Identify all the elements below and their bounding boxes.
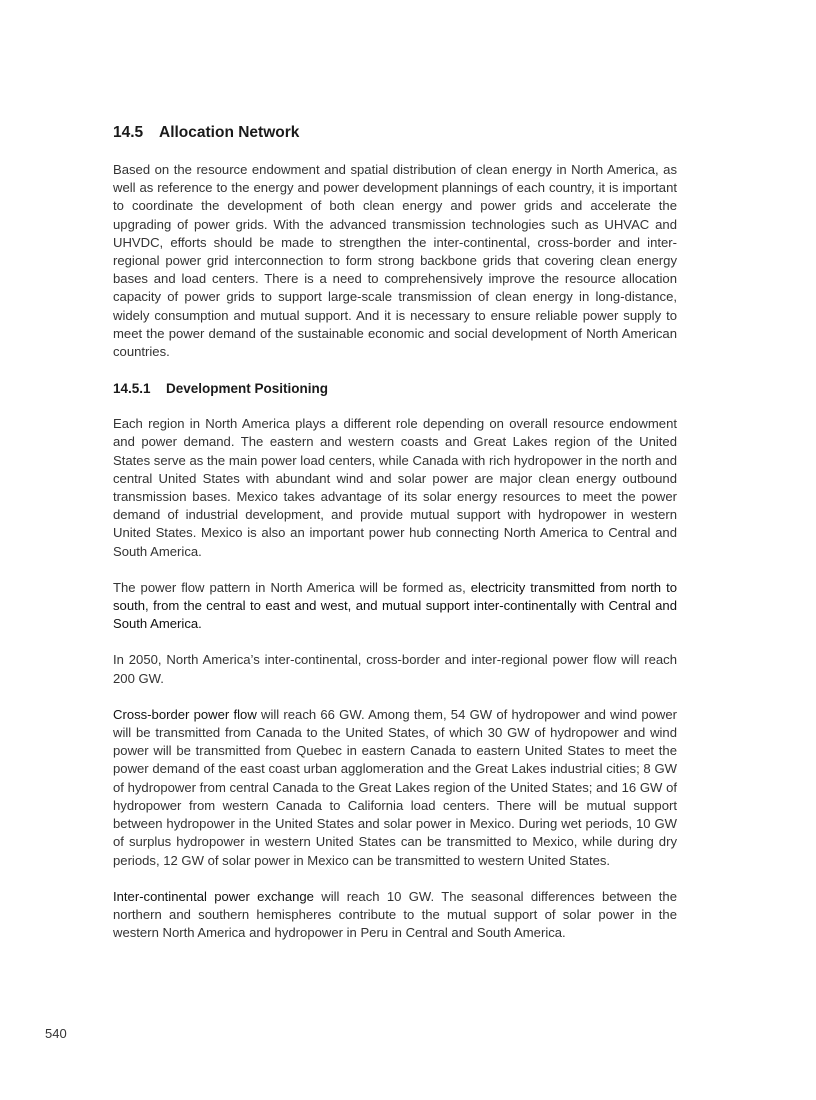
page-number: 540 xyxy=(45,1026,67,1041)
subsection-heading xyxy=(113,379,677,399)
flow-pattern-paragraph xyxy=(113,579,677,634)
section-title: Allocation Network xyxy=(159,124,300,141)
inter-continental-paragraph xyxy=(113,888,677,943)
intro-paragraph: Based on the resource endowment and spatial distribution of clean energy in North America, as well as reference to the energy and power development plannings of each country, it is important to coordinate the development of both clean energy and power grids and accelerate the upgrading of power grids. With the advanced transmission technologies such as UHVAC and UHVDC, efforts should be made to strengthen the inter-continental, cross-border and inter-regional power grid interconnection to form strong backbone grids that covering clean energy bases and load centers. There is a need to comprehensively improve the resource allocation capacity of power grids to support large-scale transmission of clean energy in long-distance, widely consumption and mutual support. And it is necessary to ensure reliable power supply to meet the power demand of the sustainable economic and social development of North American countries. xyxy=(113,162,677,360)
document-body xyxy=(113,122,677,942)
subsection-title: Development Positioning xyxy=(166,381,329,397)
section-number: 14.5 xyxy=(113,124,144,141)
inter-continental-body: will reach 10 GW. The seasonal differences between the northern and southern hemispheres contribute to the mutual support of solar power in the western North America and hydropower in Peru in Central and South America. xyxy=(113,888,677,941)
total-flow-paragraph: In 2050, North America’s inter-continental, cross-border and inter-regional power flow will reach 200 GW. xyxy=(113,652,677,686)
section-heading xyxy=(113,122,677,144)
cross-border-paragraph xyxy=(113,706,677,870)
subsection-number: 14.5.1 xyxy=(113,381,151,397)
cross-border-body: will reach 66 GW. Among them, 54 GW of hydropower and wind power will be transmitted from Canada to the United States, of which 30 GW of hydropower and wind power will be transmitted from Quebec in eastern Canada to eastern United States to meet the power demand of the east coast urban agglomeration and the Great Lakes industrial cities; 8 GW of hydropower from central Canada to the Great Lakes region of the United States; and 16 GW of hydropower from western Canada to California load centers. There will be mutual support between hydropower in the United States and solar power in Mexico. During wet periods, 10 GW of surplus hydropower in western United States can be transmitted to Mexico, while during dry periods, 12 GW of solar power in Mexico can be transmitted to western United States. xyxy=(113,706,677,868)
flow-pattern-emphasis: electricity transmitted from north to south, from the central to east and west, and mutual support inter-continentally with Central and South America. xyxy=(113,579,677,632)
cross-border-lead: Cross-border power flow xyxy=(113,706,257,722)
positioning-paragraph: Each region in North America plays a different role depending on overall resource endowment and power demand. The eastern and western coasts and Great Lakes region of the United States serve as the main power load centers, while Canada with rich hydropower in the north and central United States with abundant wind and solar power are major clean energy outbound transmission bases. Mexico takes advantage of its solar energy resources to meet the power demand of industrial development, and provide mutual support with hydropower in western United States. Mexico is also an important power hub connecting North America to Central and South America. xyxy=(113,416,677,559)
flow-pattern-lead: The power flow pattern in North America will be formed as, xyxy=(113,579,471,595)
inter-continental-lead: Inter-continental power exchange xyxy=(113,888,314,904)
